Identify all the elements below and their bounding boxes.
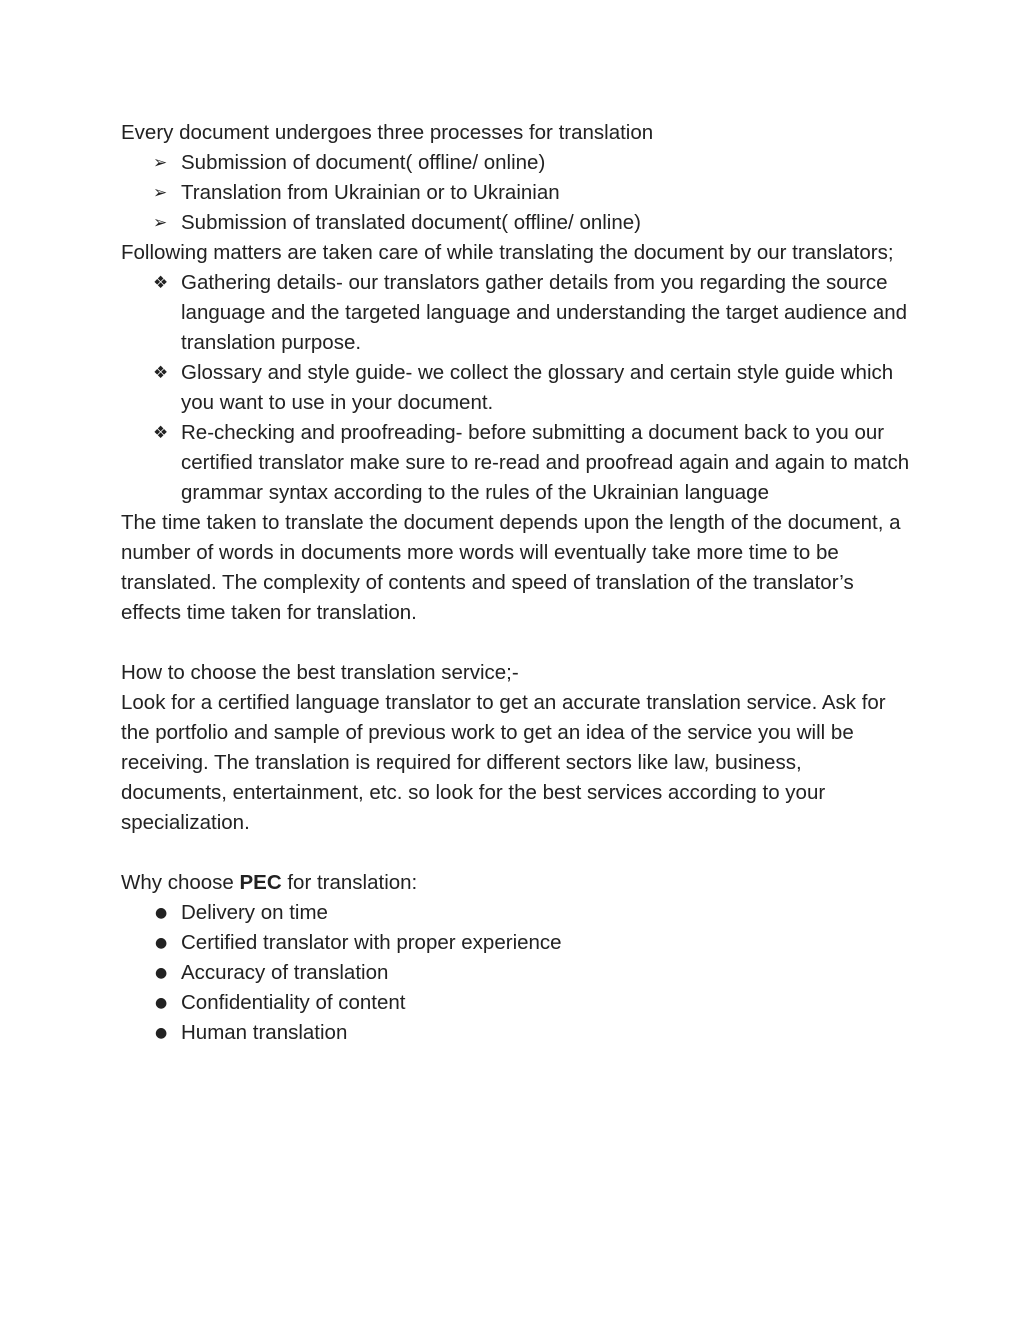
intro-paragraph: Every document undergoes three processes for translation: [121, 121, 654, 144]
list-item: [121, 898, 911, 928]
dot-bullet-icon: ●: [155, 965, 168, 981]
list-item: [121, 988, 911, 1018]
arrow-bullet-icon: ➢: [153, 213, 168, 233]
list-item-text: Gathering details- our translators gather details from you regarding the source language and the targeted language and understanding the target audience and translation purpose.: [181, 271, 908, 354]
why-list: [121, 898, 911, 1048]
blank-line: [121, 628, 911, 658]
choose-heading: How to choose the best translation service;-: [121, 661, 519, 684]
why-prefix: Why choose: [121, 871, 240, 894]
list-item-text: Submission of translated document( offline/ online): [181, 211, 641, 234]
document-page: [121, 118, 911, 1048]
list-item-text: Glossary and style guide- we collect the glossary and certain style guide which you want to use in your document.: [181, 361, 894, 414]
diamond-bullet-icon: ❖: [153, 273, 169, 293]
dot-bullet-icon: ●: [155, 1025, 168, 1041]
dot-bullet-icon: ●: [155, 935, 168, 951]
list-item: [121, 928, 911, 958]
list-item: [121, 1018, 911, 1048]
list-item: [121, 418, 911, 508]
matters-list: [121, 268, 911, 508]
dot-bullet-icon: ●: [155, 905, 168, 921]
matters-paragraph: Following matters are taken care of while translating the document by our translators;: [121, 241, 894, 264]
list-item-text: Delivery on time: [181, 901, 328, 924]
arrow-bullet-icon: ➢: [153, 153, 168, 173]
why-suffix: for translation:: [281, 871, 418, 894]
brand-name: PEC: [239, 871, 282, 894]
list-item: [121, 178, 911, 208]
blank-line: [121, 838, 911, 868]
choose-paragraph: Look for a certified language translator to get an accurate translation service. Ask for the portfolio and sample of previous work to get an idea of the service you will be receiving. The translation is required for different sectors like law, business, documents, entertainment, etc. so look for the best services according to your specialization.: [121, 691, 886, 834]
list-item-text: Translation from Ukrainian or to Ukrainian: [181, 181, 560, 204]
why-heading: [121, 868, 911, 898]
process-list: [121, 148, 911, 238]
list-item-text: Human translation: [181, 1021, 348, 1044]
dot-bullet-icon: ●: [155, 995, 168, 1011]
list-item-text: Re-checking and proofreading- before submitting a document back to you our certified translator make sure to re-read and proofread again and again to match grammar syntax according to the rules of the Ukrainian language: [181, 421, 910, 504]
list-item: [121, 148, 911, 178]
list-item: [121, 358, 911, 418]
arrow-bullet-icon: ➢: [153, 183, 168, 203]
list-item-text: Accuracy of translation: [181, 961, 389, 984]
list-item-text: Submission of document( offline/ online): [181, 151, 546, 174]
list-item-text: Certified translator with proper experience: [181, 931, 562, 954]
diamond-bullet-icon: ❖: [153, 363, 169, 383]
list-item: [121, 268, 911, 358]
list-item-text: Confidentiality of content: [181, 991, 406, 1014]
list-item: [121, 208, 911, 238]
list-item: [121, 958, 911, 988]
time-paragraph: The time taken to translate the document depends upon the length of the document, a number of words in documents more words will eventually take more time to be translated. The complexity of contents and speed of translation of the translator’s effects time taken for translation.: [121, 511, 901, 624]
diamond-bullet-icon: ❖: [153, 423, 169, 443]
